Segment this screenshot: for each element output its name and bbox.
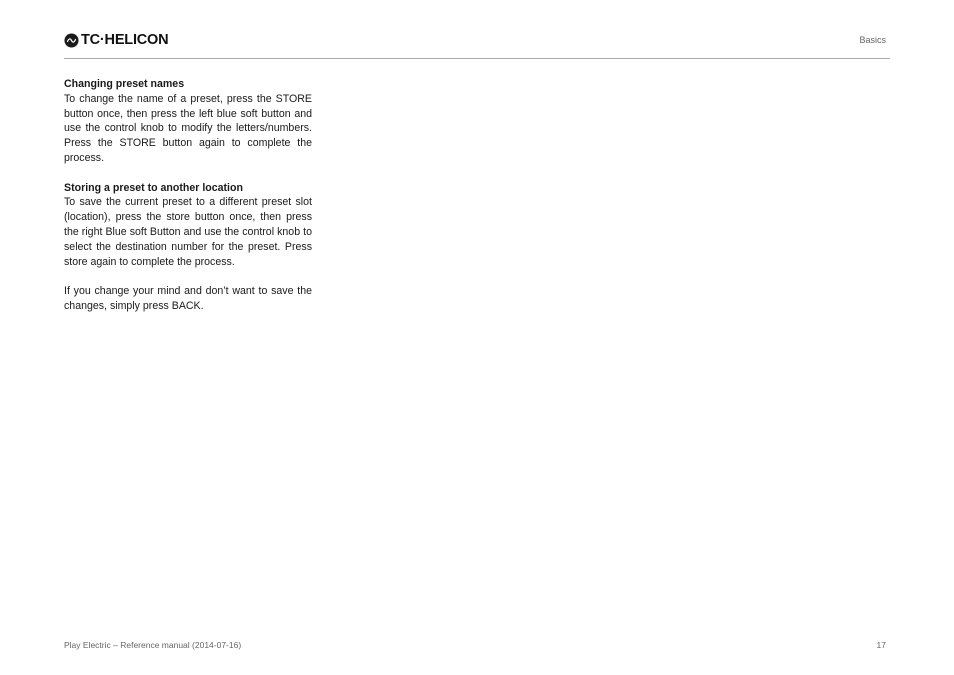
section-heading: Changing preset names [64, 78, 185, 90]
paragraph: To change the name of a preset, press the STORE button once, then press the left blue soft button and use the control knob to modify the letters/numbers. Press the STORE button again to complete the process. [64, 92, 312, 164]
main-content [64, 77, 312, 329]
paragraph: To save the current preset to a different preset slot (location), press the store button once, then press the right Blue soft Button and use the control knob to select the destination number for the preset. Press store again to complete the process. [64, 196, 312, 268]
section-label: Basics [859, 35, 886, 45]
page-header [64, 30, 890, 59]
page-number: 17 [876, 640, 886, 650]
logo-text: TC·HELICON [81, 32, 169, 48]
footer-doc-title: Play Electric – Reference manual (2014-07-16) [64, 640, 242, 650]
section-heading: Storing a preset to another location [64, 181, 243, 194]
paragraph: If you change your mind and don’t want to save the changes, simply press BACK. [64, 285, 312, 312]
tc-helicon-logo-icon [64, 33, 79, 48]
brand-logo [64, 31, 168, 49]
